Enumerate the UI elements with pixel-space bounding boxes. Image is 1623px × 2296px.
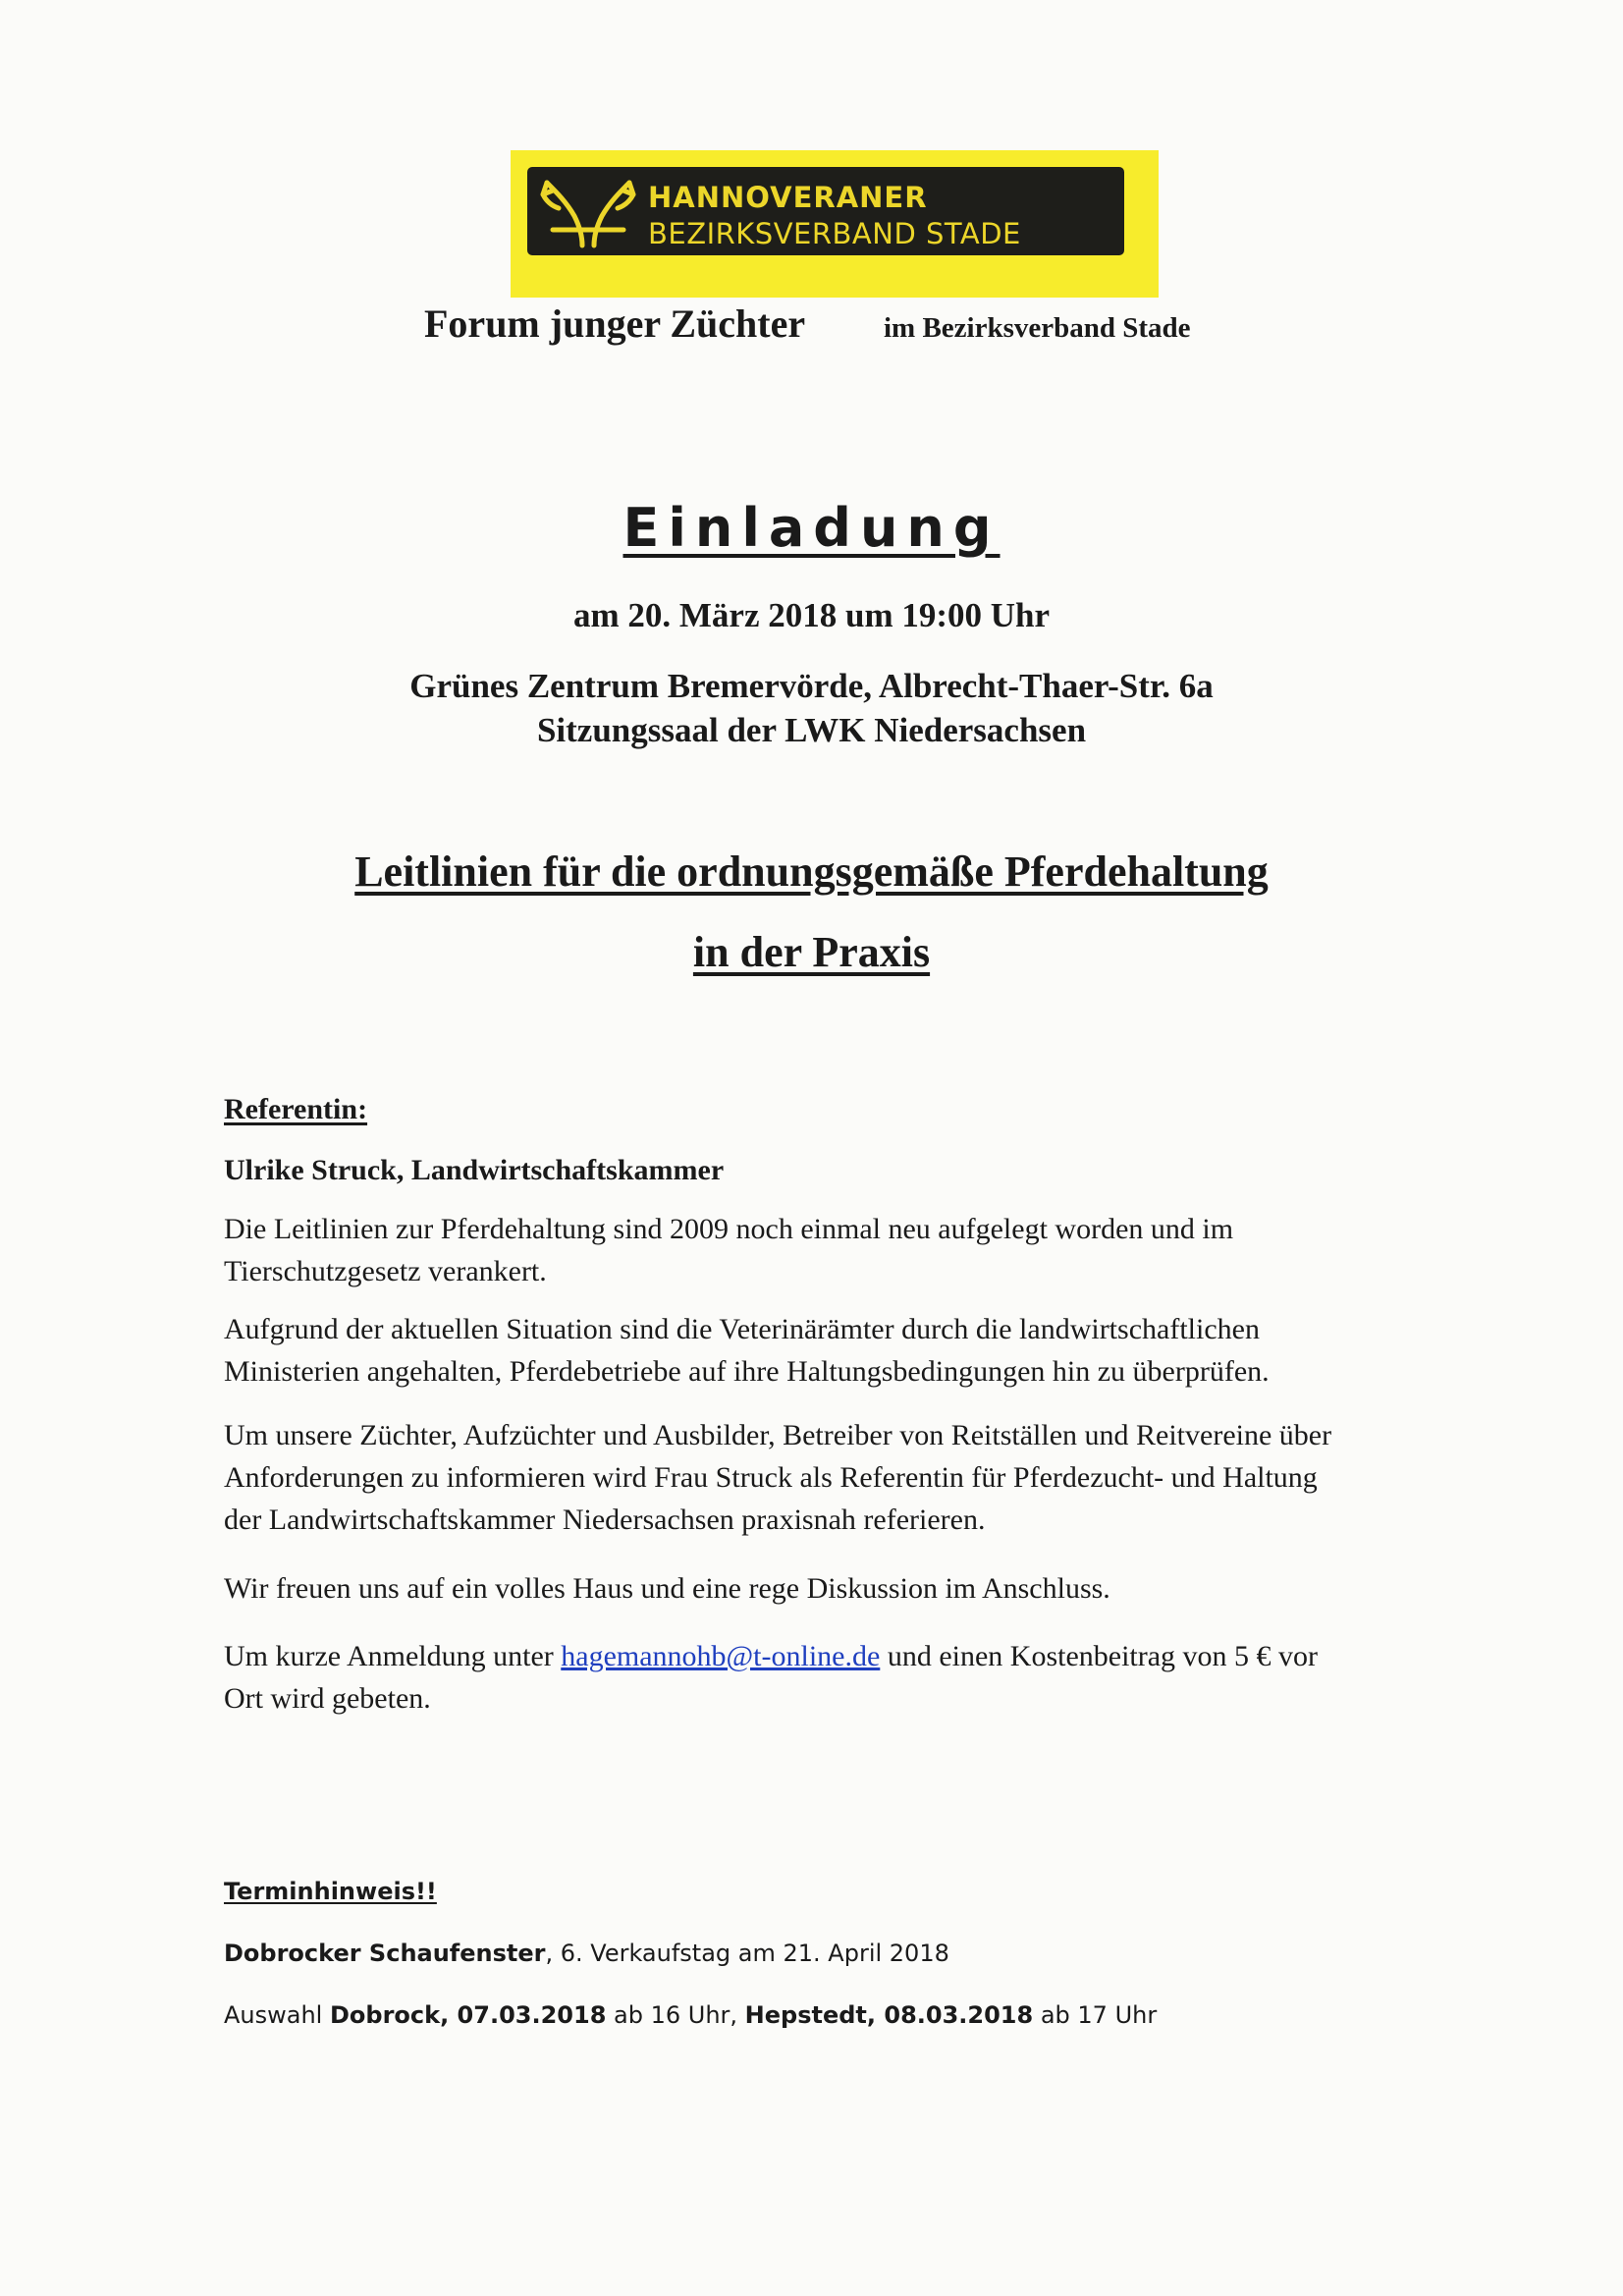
topic-title-line1: Leitlinien für die ordnungsgemäße Pferdehaltung (354, 847, 1269, 896)
registration-text: Um kurze Anmeldung unter (224, 1640, 562, 1672)
notice-line-showcase (224, 1940, 949, 1967)
paragraph-line: Ministerien angehalten, Pferdebetriebe auf ihre Haltungsbedingungen hin zu überprüfen. (224, 1355, 1270, 1388)
topic-title-line2: in der Praxis (692, 928, 931, 976)
paragraph-line: Um unsere Züchter, Aufzüchter und Ausbilder, Betreiber von Reitställen und Reitvereine über (224, 1419, 1332, 1451)
notice-text: ab 17 Uhr (1033, 2001, 1158, 2029)
paragraph-line (224, 1635, 1461, 1677)
logo-badge (527, 167, 1124, 255)
paragraph-line: der Landwirtschaftskammer Niedersachsen praxisnah referieren. (224, 1503, 986, 1536)
paragraph-line: Aufgrund der aktuellen Situation sind die Veterinärämter durch die landwirtschaftlichen (224, 1313, 1260, 1345)
email-link[interactable]: hagemannohb@t-online.de (561, 1640, 881, 1672)
paragraph-audience (224, 1414, 1461, 1541)
paragraph-line: Wir freuen uns auf ein volles Haus und eine rege Diskussion im Anschluss. (224, 1572, 1110, 1605)
logo-subtitle: BEZIRKSVERBAND STADE (648, 217, 1021, 250)
venue-room: Sitzungssaal der LWK Niedersachsen (536, 711, 1087, 749)
logo-title: HANNOVERANER (648, 181, 928, 214)
paragraph-line: Anforderungen zu informieren wird Frau Struck als Referentin für Pferdezucht- und Haltung (224, 1461, 1318, 1494)
paragraph-guidelines (224, 1208, 1461, 1292)
registration-fee-text: und einen Kostenbeitrag von 5 € vor (880, 1640, 1319, 1672)
notice-event-date: , 6. Verkaufstag am 21. April 2018 (545, 1940, 949, 1967)
paragraph-welcome (224, 1567, 1461, 1610)
forum-subtitle: im Bezirksverband Stade (884, 312, 1191, 344)
paragraph-line: Tierschutzgesetz verankert. (224, 1255, 547, 1287)
association-logo (511, 150, 1159, 298)
venue-address: Grünes Zentrum Bremervörde, Albrecht-Thaer-Str. 6a (409, 667, 1214, 705)
paragraph-line: Ort wird gebeten. (224, 1682, 431, 1715)
speaker-name: Ulrike Struck, Landwirtschaftskammer (224, 1154, 725, 1186)
notice-event-name: Dobrocker Schaufenster (224, 1940, 546, 1967)
notice-line-selection (224, 2001, 1157, 2029)
crossed-horse-heads-icon (539, 173, 637, 249)
forum-title: Forum junger Züchter (424, 301, 806, 346)
event-date: am 20. März 2018 um 19:00 Uhr (572, 596, 1051, 634)
speaker-heading: Referentin: (224, 1093, 368, 1125)
notice-location-hepstedt: Hepstedt, 08.03.2018 (744, 2001, 1034, 2029)
paragraph-situation (224, 1308, 1461, 1393)
notice-location-dobrock: Dobrock, 07.03.2018 (329, 2001, 607, 2029)
notice-text: ab 16 Uhr, (606, 2001, 745, 2029)
paragraph-registration (224, 1635, 1461, 1720)
notice-text: Auswahl (224, 2001, 330, 2029)
invitation-title: Einladung (622, 497, 1001, 559)
notice-heading: Terminhinweis!! (224, 1878, 437, 1905)
paragraph-line: Die Leitlinien zur Pferdehaltung sind 2009 noch einmal neu aufgelegt worden und im (224, 1213, 1234, 1245)
